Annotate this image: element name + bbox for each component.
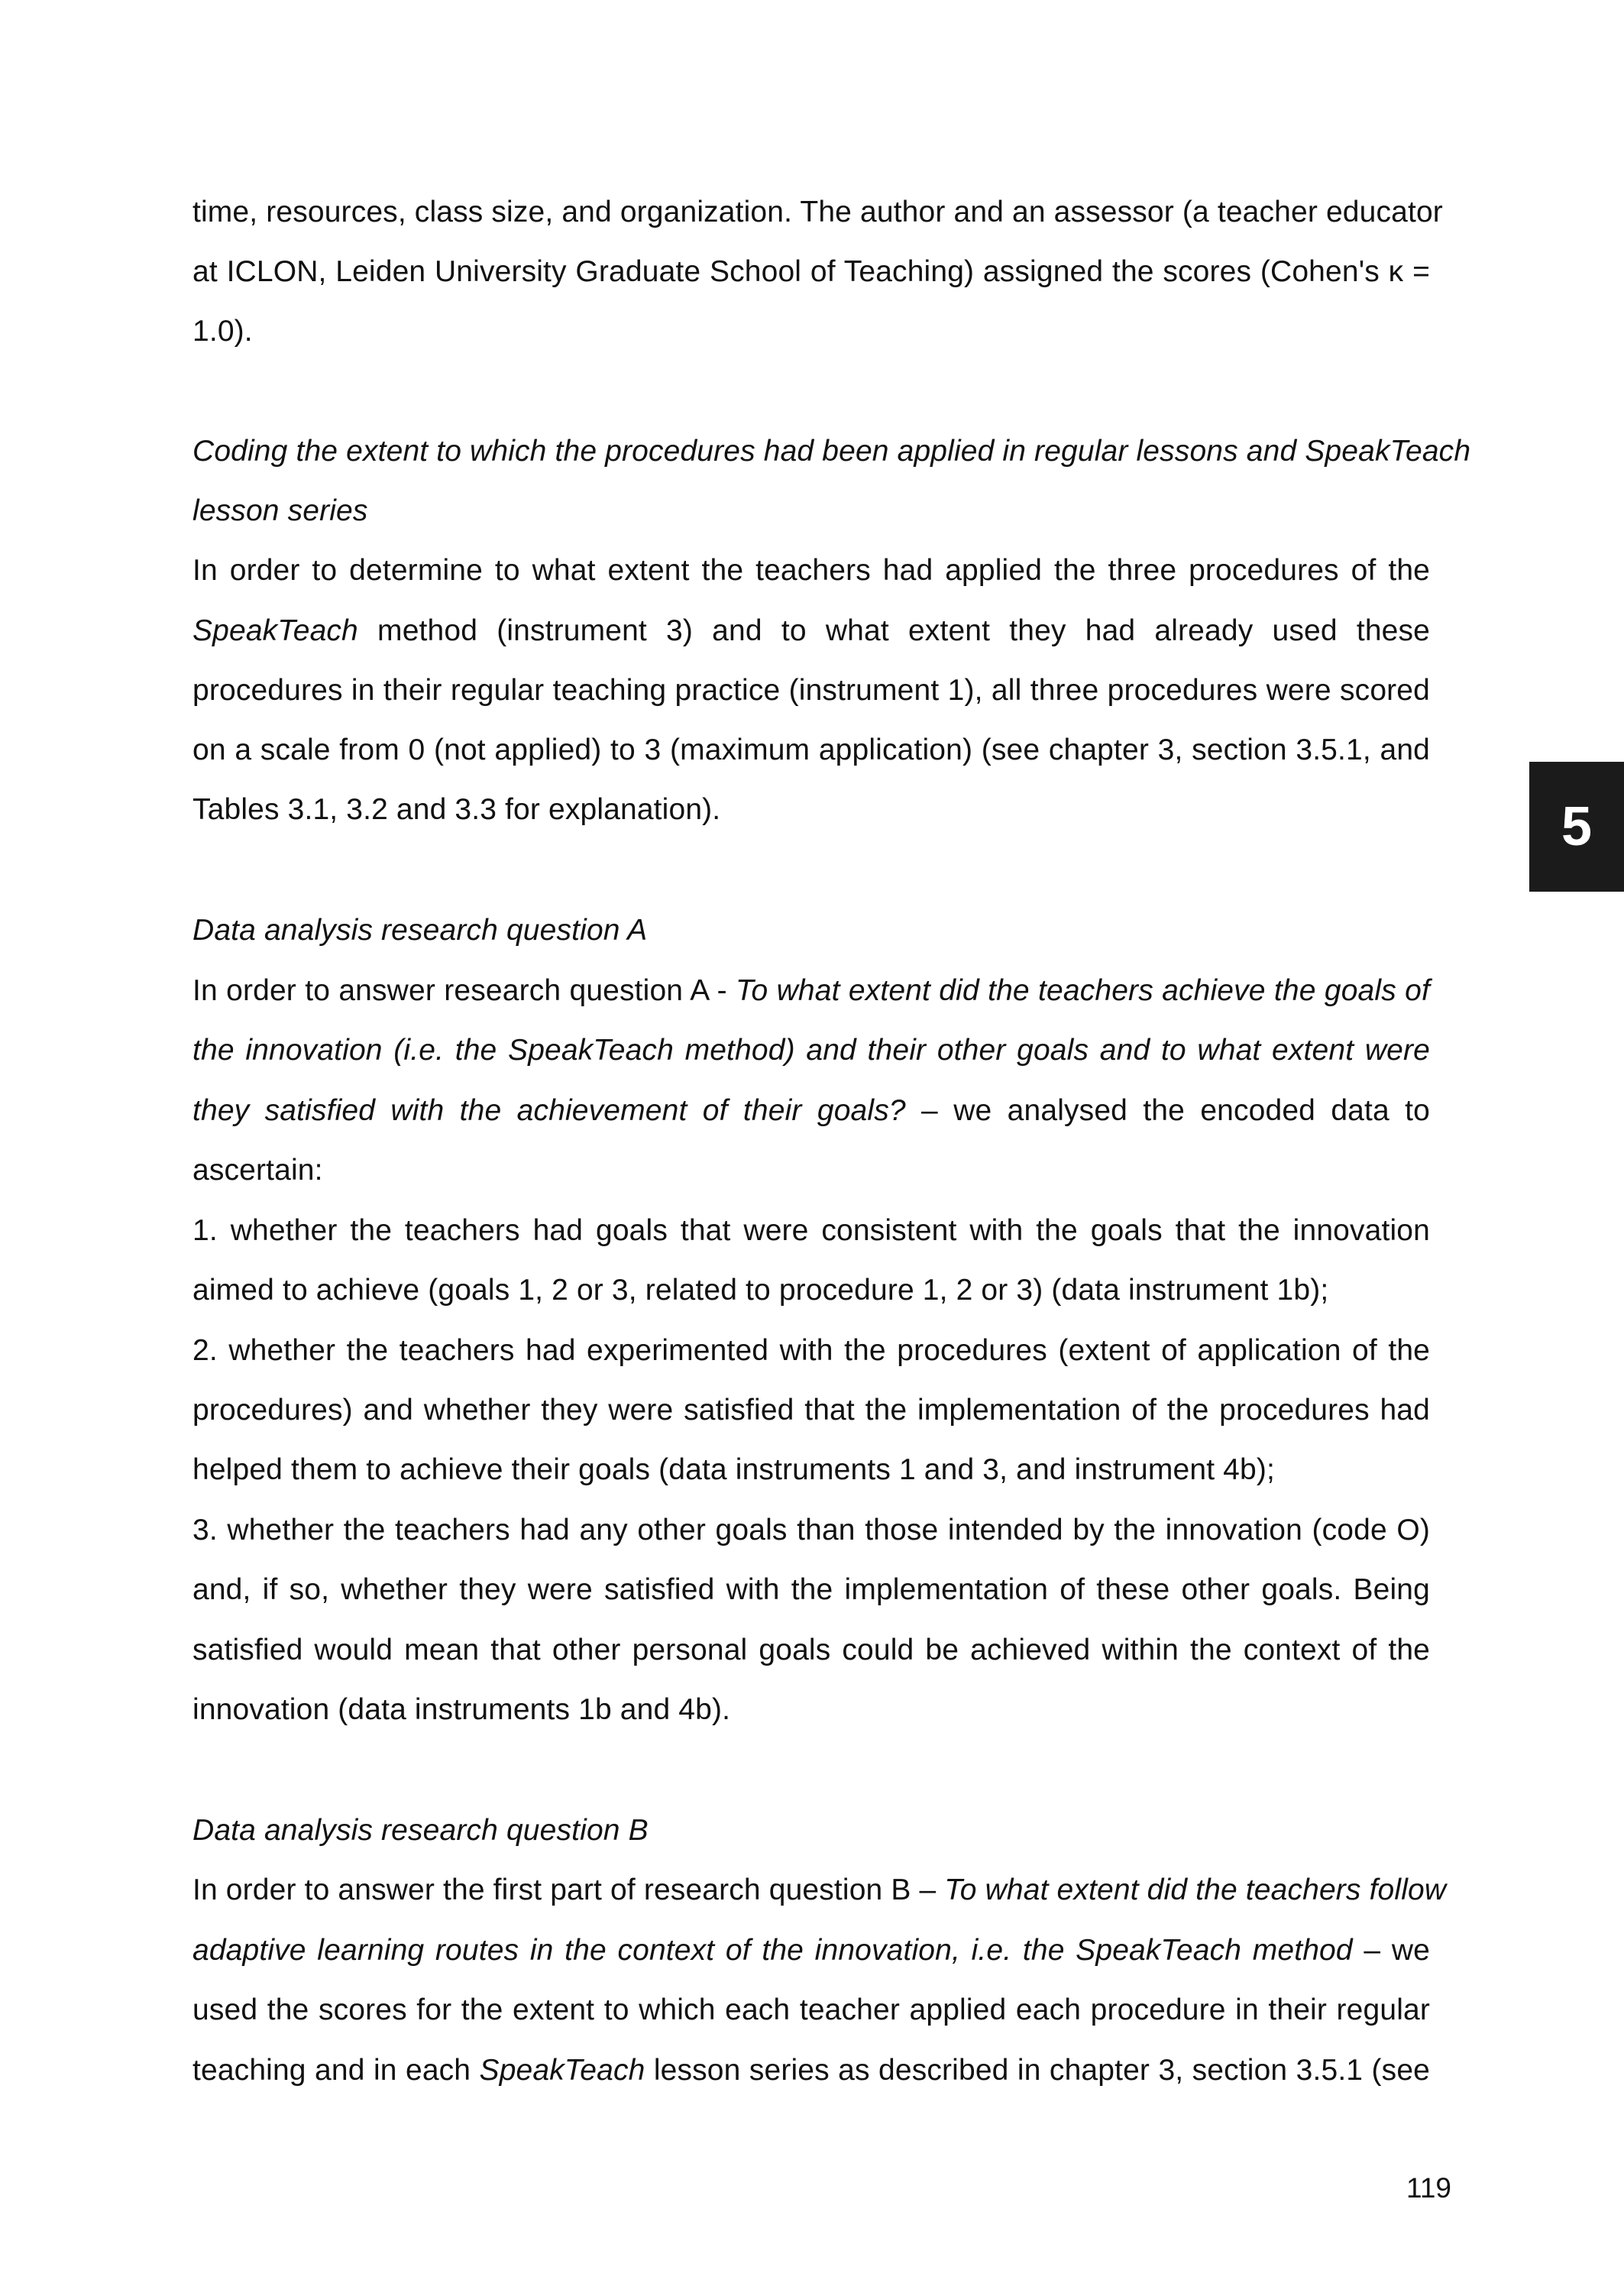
body-text-line: on a scale from 0 (not applied) to 3 (maximum application) (see chapter 3, section 3.5.1, and	[192, 734, 1430, 766]
body-text-line: the innovation (i.e. the SpeakTeach method) and their other goals and to what extent were	[192, 1034, 1430, 1067]
list-item: helped them to achieve their goals (data instruments 1 and 3, and instrument 4b);	[192, 1453, 1275, 1486]
list-item: 3. whether the teachers had any other goals than those intended by the innovation (code O)	[192, 1514, 1430, 1546]
body-text-line	[192, 1870, 1447, 1910]
list-item: and, if so, whether they were satisfied with the implementation of these other goals. Being	[192, 1573, 1430, 1606]
section-heading: lesson series	[192, 494, 368, 527]
body-text: method (instrument 3) and to what extent they had already used these	[357, 614, 1430, 647]
section-heading: Coding the extent to which the procedures had been applied in regular lessons and SpeakTeach	[192, 435, 1471, 468]
list-item: innovation (data instruments 1b and 4b).	[192, 1693, 731, 1726]
emphasis-text: To what extent did the teachers achieve the goals of	[736, 974, 1430, 1007]
list-item: aimed to achieve (goals 1, 2 or 3, related to procedure 1, 2 or 3) (data instrument 1b);	[192, 1274, 1329, 1307]
body-text: In order to answer the first part of research question B –	[192, 1874, 945, 1906]
body-text-line: used the scores for the extent to which each teacher applied each procedure in their regular	[192, 1993, 1430, 2026]
body-text-line	[192, 971, 1430, 1011]
body-text-line: In order to determine to what extent the teachers had applied the three procedures of the	[192, 554, 1430, 587]
body-text-line: Tables 3.1, 3.2 and 3.3 for explanation).	[192, 793, 721, 826]
body-text: – we analysed the encoded data to	[905, 1094, 1430, 1127]
body-text: – we	[1352, 1934, 1431, 1967]
body-text: In order to answer research question A -	[192, 974, 736, 1007]
body-text-line	[192, 1931, 1430, 1971]
body-text: teaching and in each	[192, 2054, 480, 2087]
emphasis-text: SpeakTeach	[192, 614, 358, 647]
body-text-line: time, resources, class size, and organization. The author and an assessor (a teacher educator	[192, 196, 1443, 228]
list-item: satisfied would mean that other personal goals could be achieved within the context of the	[192, 1634, 1430, 1666]
emphasis-text: To what extent did the teachers follow	[944, 1874, 1447, 1906]
body-text-line	[192, 1091, 1430, 1131]
emphasis-text: SpeakTeach	[479, 2054, 645, 2087]
list-item: 2. whether the teachers had experimented with the procedures (extent of application of the	[192, 1334, 1430, 1367]
body-text: lesson series as described in chapter 3, section 3.5.1 (see	[645, 2054, 1431, 2087]
list-item: 1. whether the teachers had goals that were consistent with the goals that the innovation	[192, 1214, 1430, 1247]
chapter-tab: 5	[1529, 762, 1624, 892]
body-text-line: at ICLON, Leiden University Graduate School of Teaching) assigned the scores (Cohen's κ =	[192, 255, 1430, 288]
emphasis-text: they satisfied with the achievement of their goals?	[192, 1094, 906, 1127]
body-text-line: ascertain:	[192, 1154, 323, 1187]
body-text-line: 1.0).	[192, 315, 253, 348]
body-text-line	[192, 2051, 1430, 2091]
list-item: procedures) and whether they were satisfied that the implementation of the procedures had	[192, 1394, 1430, 1427]
body-text-line	[192, 611, 1430, 651]
section-heading: Data analysis research question B	[192, 1814, 649, 1847]
page-number: 119	[1406, 2172, 1451, 2204]
body-text-line: procedures in their regular teaching practice (instrument 1), all three procedures were scored	[192, 674, 1430, 707]
section-heading: Data analysis research question A	[192, 914, 648, 947]
emphasis-text: adaptive learning routes in the context of the innovation, i.e. the SpeakTeach method	[192, 1934, 1353, 1967]
